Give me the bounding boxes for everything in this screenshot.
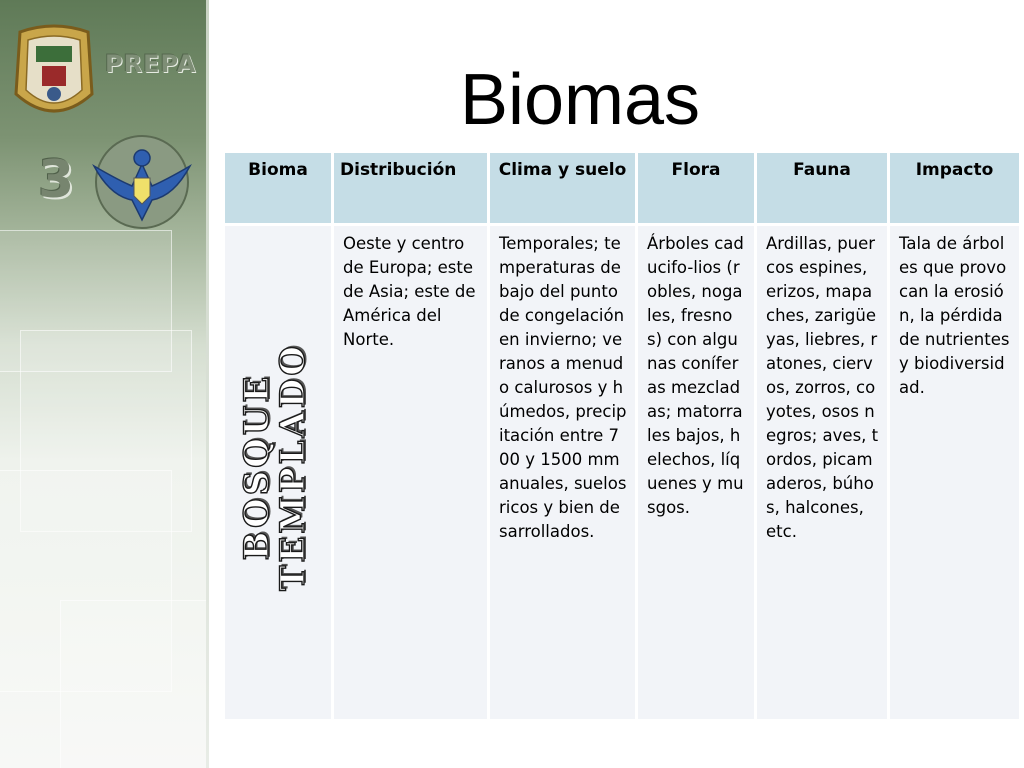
cell-fauna: Ardillas, puercos espines, erizos, mapaches, zarigüeyas, liebres, ratones, ciervos, zorros, coyotes, osos negros; aves, tordos, picamaderos, búhos, halcones, etc. — [757, 226, 887, 719]
eagle-emblem-icon — [88, 130, 196, 234]
bioma-name-line2: TEMPLADO — [273, 342, 313, 591]
header-impacto: Impacto — [890, 153, 1019, 223]
prepa-logo-text: PREPA — [105, 50, 197, 78]
prepa-number: 3 — [38, 150, 75, 210]
side-panel — [0, 0, 208, 768]
bioma-name — [239, 343, 311, 591]
side-panel-edge — [206, 0, 209, 768]
table-row — [225, 226, 1019, 719]
bioma-name-line1: BOSQUE — [237, 373, 277, 560]
header-flora: Flora — [638, 153, 754, 223]
header-clima-suelo: Clima y suelo — [490, 153, 635, 223]
header-distribucion: Distribución — [334, 153, 487, 223]
table-header-row — [225, 153, 1019, 223]
slide-title: Biomas — [459, 60, 701, 140]
cell-clima-suelo: Temporales; temperaturas debajo del punto de congelación en invierno; veranos a menudo calurosos y húmedos, precipitación entre 700 y 1500 mm anuales, suelos ricos y bien desarrollados. — [490, 226, 635, 719]
header-bioma: Bioma — [225, 153, 331, 223]
glass-pane — [60, 600, 208, 768]
header-fauna: Fauna — [757, 153, 887, 223]
school-crest-icon — [12, 24, 96, 124]
biomes-table — [222, 150, 1022, 722]
cell-flora: Árboles caducifo-lios (robles, nogales, fresnos) con algunas coníferas mezcladas; matorrales bajos, helechos, líquenes y musgos. — [638, 226, 754, 719]
cell-distribucion: Oeste y centro de Europa; este de Asia; este de América del Norte. — [334, 226, 487, 719]
cell-impacto: Tala de árboles que provocan la erosión, la pérdida de nutrientes y biodiversidad. — [890, 226, 1019, 719]
cell-bioma — [225, 226, 331, 719]
